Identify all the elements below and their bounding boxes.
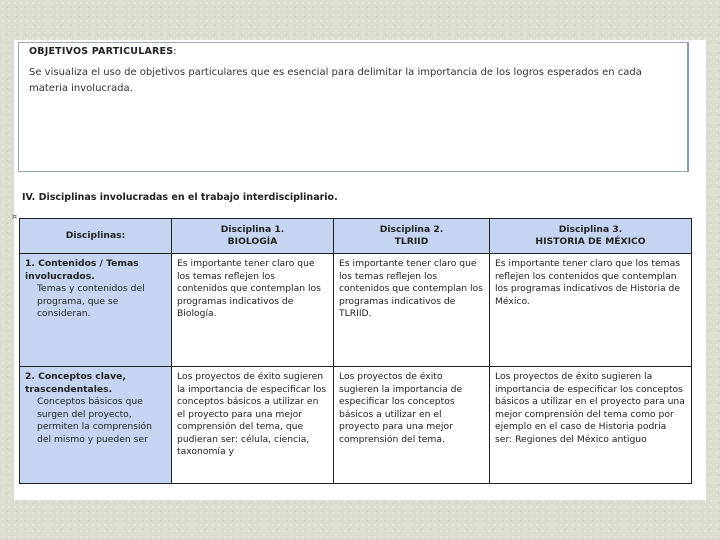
header-discipline-3-name: HISTORIA DE MÉXICO (535, 236, 646, 247)
header-discipline-1 (172, 219, 334, 254)
header-disciplines: Disciplinas: (20, 219, 172, 254)
row-header-contenidos (20, 254, 172, 367)
cell-biologia-conceptos: Los proyectos de éxito sugieren la importancia de especificar los conceptos básicos a utilizar en el proyecto para una mejor comprensión del tema, que pudieran ser: célula, ciencia, taxonomía y (172, 367, 334, 484)
objectives-text: Se visualiza el uso de objetivos particulares que es esencial para delimitar la importancia de los logros esperados en cada materia involucrada. (29, 67, 642, 94)
row-description: Conceptos básicos que surgen del proyecto, permiten la comprensión del mismo y pueden ser (37, 396, 152, 445)
objectives-title-text: OBJETIVOS PARTICULARES (29, 46, 174, 57)
objectives-title (29, 46, 177, 57)
row-title: 2. Conceptos clave, trascendentales. (25, 371, 126, 395)
header-discipline-3-label: Disciplina 3. (558, 223, 623, 235)
cell-tlriid-contenidos: Es importante tener claro que los temas reflejen los contenidos que contemplan los programas indicativos de TLRIID. (334, 254, 490, 367)
disciplines-table (19, 218, 692, 484)
header-discipline-3 (490, 219, 692, 254)
header-discipline-2-label: Disciplina 2. (379, 223, 444, 235)
cell-historia-conceptos: Los proyectos de éxito sugieren la importancia de especificar los conceptos básicos a utilizar en el proyecto para una mejor comprensión del tema como por ejemplo en el caso de Historia podría ser: Regiones del México antiguo (490, 367, 692, 484)
row-title: 1. Contenidos / Temas involucrados. (25, 258, 139, 282)
cell-tlriid-conceptos: Los proyectos de éxito sugieren la importancia de especificar los conceptos básicos a utilizar en el proyecto para una mejor comprensión del tema. (334, 367, 490, 484)
section-heading: IV. Disciplinas involucradas en el trabajo interdisciplinario. (22, 192, 338, 203)
cell-historia-contenidos: Es importante tener claro que los temas reflejen los contenidos que contemplan los programas indicativos de Historia de México. (490, 254, 692, 367)
header-discipline-2 (334, 219, 490, 254)
table-header-row (20, 219, 692, 254)
objectives-title-colon: : (173, 46, 177, 57)
objectives-box (18, 42, 689, 172)
header-discipline-2-name: TLRIID (394, 236, 429, 247)
paragraph-mark-icon: ¤ (12, 212, 18, 221)
table-row (20, 254, 692, 367)
table-row (20, 367, 692, 484)
row-description: Temas y contenidos del programa, que se consideran. (37, 283, 145, 319)
document-page (14, 40, 706, 500)
header-discipline-1-name: BIOLOGÍA (227, 236, 278, 247)
header-discipline-1-label: Disciplina 1. (220, 223, 285, 235)
cell-biologia-contenidos: Es importante tener claro que los temas reflejen los contenidos que contemplan los programas indicativos de Biología. (172, 254, 334, 367)
row-header-conceptos (20, 367, 172, 484)
